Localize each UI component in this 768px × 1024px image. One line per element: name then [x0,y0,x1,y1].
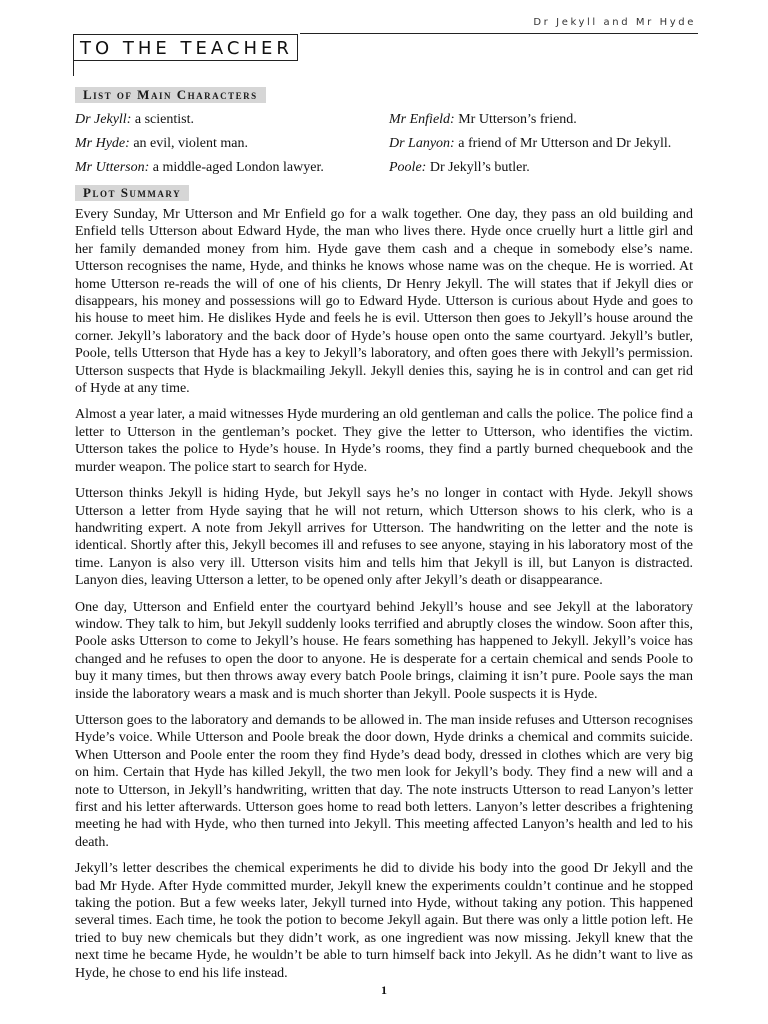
character-desc: a scientist. [131,112,194,127]
character-desc: Dr Jekyll’s butler. [426,160,530,175]
character-desc: an evil, violent man. [129,136,249,151]
plot-paragraph: One day, Utterson and Enfield enter the courtyard behind Jekyll’s house and see Jekyll at the laboratory window. They talk to him, but Jekyll suddenly looks terrified and abruptly closes the window. Soon after this, Poole asks Utterson to come to Jekyll’s house. He fears something has happened to Jekyll. Jekyll’s voice has changed and he refuses to open the door to anyone. He is desperate for a certain chemical and sends Poole to buy it many times, but then throws away every batch Poole brings, claiming it isn’t pure. Poole says the man inside the laboratory wears a mask and is much shorter than Jekyll. Poole suspects it is Hyde. [75,599,693,702]
plot-summary [75,206,693,991]
character-name: Dr Jekyll: [75,112,132,127]
character-entry [75,132,324,156]
title-rule [73,60,74,76]
plot-paragraph: Utterson goes to the laboratory and demands to be allowed in. The man inside refuses and Utterson recognises Hyde’s voice. While Utterson and Poole break the door down, Hyde drinks a chemical and commits suicide. When Utterson and Poole enter the room they find Hyde’s dead body, dressed in clothes which are very big on him. Certain that Hyde has killed Jekyll, the two men look for Jekyll’s body. They find a new will and a note to Utterson, in Jekyll’s handwriting, written that day. The note instructs Utterson to read Lanyon’s letter first and his letter afterwards. Utterson goes home to read both letters. Lanyon’s letter describes a frightening meeting he had with Hyde, who then turned into Jekyll. This meeting affected Lanyon’s health and led to his death. [75,712,693,850]
character-entry [75,156,324,180]
character-name: Dr Lanyon: [389,136,455,151]
character-name: Mr Utterson: [75,160,150,175]
running-header: Dr Jekyll and Mr Hyde [533,17,696,28]
character-entry [389,156,671,180]
characters-left-column [75,108,324,180]
character-entry [389,132,671,156]
character-desc: a friend of Mr Utterson and Dr Jekyll. [454,136,672,151]
characters-heading: List of Main Characters [75,87,266,103]
plot-paragraph: Almost a year later, a maid witnesses Hyde murdering an old gentleman and calls the police. The police find a letter to Utterson in the gentleman’s pocket. They give the letter to Utterson, who identifies the victim. Utterson takes the police to Hyde’s house. In Hyde’s rooms, they find a partly burned chequebook and the murder weapon. The police start to search for Hyde. [75,407,693,475]
plot-heading: Plot Summary [75,185,189,201]
plot-paragraph: Every Sunday, Mr Utterson and Mr Enfield go for a walk together. One day, they pass an old building and Enfield tells Utterson about Edward Hyde, the man who lives there. Hyde once cruelly hurt a little girl and her family demanded money from him. Hyde gave them cash and a cheque in somebody else’s name. Utterson recognises the name, Hyde, and thinks he knows whose name was on the cheque. He is worried. At home Utterson re-reads the will of one of his clients, Dr Henry Jekyll. The will states that if Jekyll dies or disappears, his money and possessions will go to Edward Hyde. Utterson is curious about Hyde and goes to his house to meet him. He dislikes Hyde and feels he is evil. Utterson then goes to Jekyll’s house around the corner. Jekyll’s laboratory and the back door of Hyde’s house open onto the same courtyard. Jekyll’s butler, Poole, tells Utterson that Hyde has a key to Jekyll’s laboratory, and often goes there with Jekyll’s permission. Utterson suspects that Hyde is blackmailing Jekyll. Jekyll denies this, saying he is in control and can get rid of Hyde at any time. [75,207,693,397]
plot-paragraph: Utterson thinks Jekyll is hiding Hyde, but Jekyll says he’s no longer in contact with Hyde. Jekyll shows Utterson a letter from Hyde saying that he will not return, which Utterson shows to his clerk, who is a handwriting expert. A note from Jekyll arrives for Utterson. The handwriting on the letter and the note is identical. Shortly after this, Jekyll becomes ill and refuses to see anyone, staying in his laboratory most of the time. Lanyon is also very ill. Utterson visits him and tells him that Jekyll is ill, but Lanyon is distracted. Lanyon dies, leaving Utterson a letter, to be opened only after Jekyll’s death or disappearance. [75,486,693,589]
plot-paragraph: Jekyll’s letter describes the chemical experiments he did to divide his body into the good Dr Jekyll and the bad Mr Hyde. After Hyde committed murder, Jekyll knew the experiments couldn’t continue and he stopped taking the potion. But a few weeks later, Jekyll turned into Hyde, without taking any potion. This happened several times. Each time, he took the potion to become Jekyll again. But there was only a little potion left. He tried to buy new chemicals but they didn’t work, as one ingredient was now missing. Jekyll knew that the next time he became Hyde, he wouldn’t be able to turn himself back into Jekyll. As he didn’t want to live as Hyde, he chose to end his life instead. [75,861,693,981]
characters-right-column [389,108,671,180]
character-name: Poole: [389,160,427,175]
character-desc: a middle-aged London lawyer. [149,160,324,175]
page-number: 1 [381,983,387,997]
page-title: TO THE TEACHER [73,34,298,61]
character-entry [75,108,324,132]
character-desc: Mr Utterson’s friend. [454,112,577,127]
header-rule [300,33,698,34]
character-entry [389,108,671,132]
character-name: Mr Enfield: [389,112,455,127]
character-name: Mr Hyde: [75,136,130,151]
